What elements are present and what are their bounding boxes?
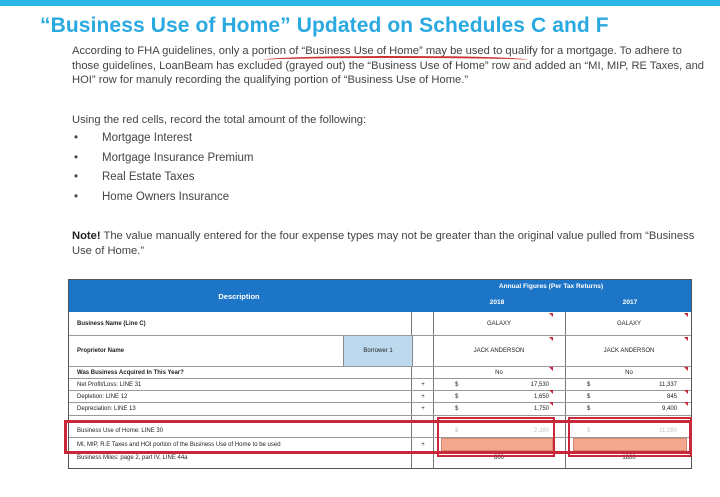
row-description: Depreciation: LINE 13	[77, 406, 136, 412]
row-description: MI, MIP, R.E Taxes and HOI portion of the Business Use of Home to be used	[77, 441, 281, 448]
table-row	[69, 313, 691, 336]
table-row	[69, 379, 691, 391]
flag-marker	[549, 390, 553, 394]
flag-marker	[549, 367, 553, 371]
value-2017[interactable]: $ 11,337	[587, 381, 677, 388]
header-description: Description	[218, 291, 260, 301]
operator: +	[421, 406, 425, 412]
value-2017[interactable]: No	[625, 369, 633, 376]
flag-marker	[684, 390, 688, 394]
flag-marker	[684, 367, 688, 371]
intro-paragraph: According to FHA guidelines, only a portion of “Business Use of Home” may be used to qualify for a mortgage. To adhere to those guidelines, LoanBeam has excluded (grayed out) the “Business Use of Home” row and added an “MI, MIP, RE Taxes, and HOI” row for manuly recording the qualifying portion of “Business Use of Home.”	[72, 45, 705, 86]
list-item: • Mortgage Insurance Premium	[74, 151, 254, 164]
value-2018[interactable]: $ 1,750	[455, 406, 549, 412]
operator: +	[421, 441, 425, 448]
value-2018[interactable]: GALAXY	[486, 321, 511, 327]
value-2018[interactable]: $ 1,650	[455, 393, 549, 400]
note-label: Note!	[72, 230, 101, 242]
expense-list	[72, 132, 253, 210]
list-item: • Real Estate Taxes	[74, 171, 195, 183]
table-row	[69, 336, 691, 367]
flag-marker	[684, 402, 688, 406]
note-paragraph	[72, 229, 712, 258]
header-annual-figures: Annual Figures (Per Tax Returns)	[498, 283, 604, 290]
value-2018[interactable]: No	[495, 369, 503, 376]
row-description: Was Business Acquired In This Year?	[77, 369, 184, 376]
value-2017[interactable]: $ 845	[587, 393, 677, 400]
handwritten-underline	[263, 56, 528, 64]
value-2017[interactable]: JACK ANDERSON	[603, 348, 655, 354]
row-description: Business Name (Line C)	[77, 321, 146, 327]
value-2018[interactable]: 800	[493, 455, 504, 461]
operator: +	[421, 381, 425, 388]
table-row	[69, 391, 691, 403]
value-2017[interactable]: 1800	[622, 455, 636, 461]
flag-marker	[684, 313, 688, 317]
flag-marker	[549, 402, 553, 406]
red-cell-outline	[568, 417, 692, 457]
row-description: Depletion: LINE 12	[77, 393, 128, 400]
flag-marker	[549, 313, 553, 317]
row-description: Business Use of Home: LINE 30	[77, 428, 164, 434]
row-description: Proprietor Name	[77, 348, 125, 354]
flag-marker	[684, 337, 688, 341]
operator: +	[421, 393, 425, 400]
list-item: • Mortgage Interest	[74, 132, 193, 144]
table-row	[69, 403, 691, 416]
value-2017: $ 11,280	[587, 428, 677, 434]
top-accent-bar	[0, 0, 720, 6]
row-description: Business Miles: page 2, part IV, LINE 44a	[77, 455, 188, 461]
flag-marker	[549, 337, 553, 341]
value-2018[interactable]: JACK ANDERSON	[473, 348, 525, 354]
header-year-2: 2017	[622, 299, 638, 306]
page-title: “Business Use of Home” Updated on Schedules C and F	[40, 14, 609, 37]
note-text: The value manually entered for the four expense types may not be greater than the original value pulled from “Business Use of Home.”	[72, 230, 695, 257]
header-year-1: 2018	[489, 299, 505, 306]
row-description: Net Profit/Loss: LINE 31	[77, 381, 142, 388]
table-header	[69, 280, 691, 312]
red-cell-outline	[437, 417, 555, 457]
list-item: • Home Owners Insurance	[74, 190, 230, 203]
instruction-text: Using the red cells, record the total amount of the following:	[72, 114, 367, 126]
value-2017[interactable]: GALAXY	[616, 321, 641, 327]
value-2017[interactable]: $ 9,400	[587, 406, 677, 412]
value-2018: $ 2,380	[455, 428, 549, 434]
borrower-selector[interactable]: Borrower 1	[343, 336, 413, 366]
value-2018[interactable]: $ 17,530	[455, 381, 549, 388]
table-row	[69, 367, 691, 379]
